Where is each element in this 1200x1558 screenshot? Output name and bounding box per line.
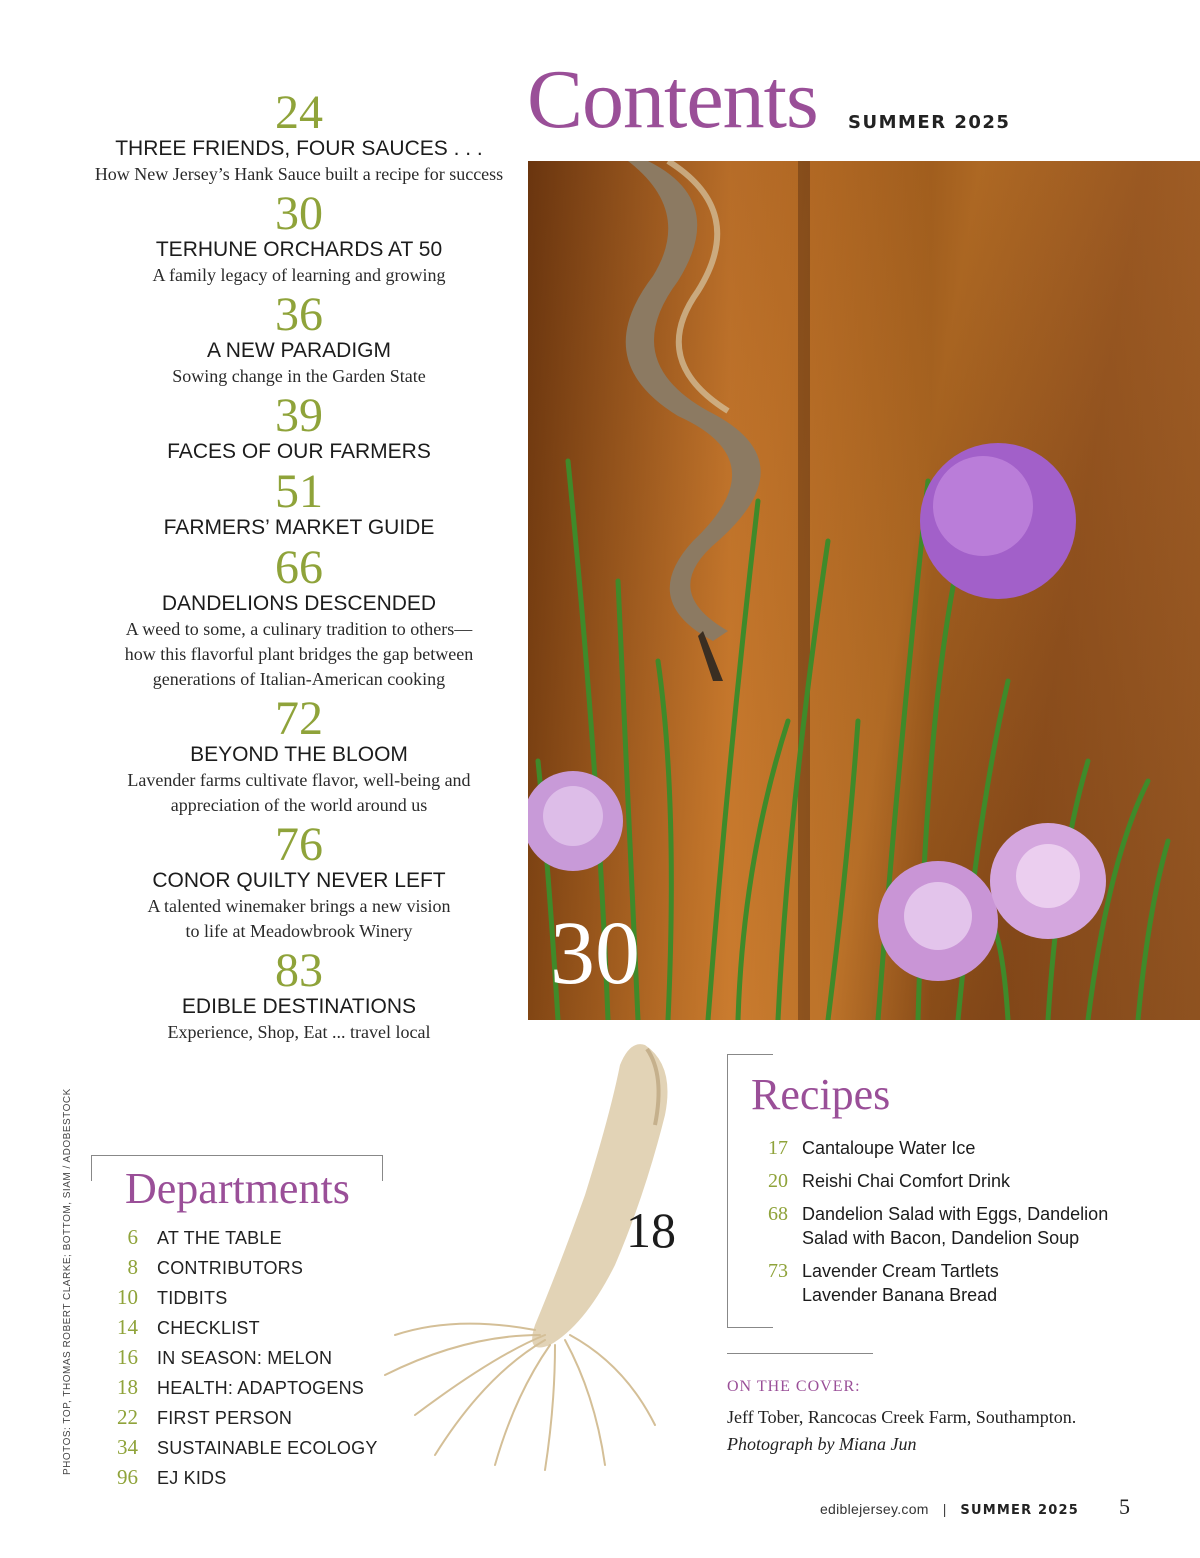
feature-description: Sowing change in the Garden State (172, 366, 426, 386)
department-page-number: 22 (117, 1405, 138, 1429)
department-page-number: 14 (117, 1315, 138, 1339)
footer-separator: | (942, 1501, 947, 1517)
footer-issue: SUMMER 2025 (960, 1503, 1079, 1518)
recipe-page-number: 17 (768, 1137, 788, 1159)
department-item[interactable] (100, 1225, 378, 1255)
department-item[interactable] (100, 1345, 378, 1375)
department-label: HEALTH: ADAPTOGENS (157, 1378, 364, 1398)
features-list (70, 86, 528, 1049)
feature-title: FARMERS’ MARKET GUIDE (163, 516, 435, 539)
feature-item[interactable] (70, 692, 528, 818)
hero-page-number: 30 (550, 904, 640, 1003)
feature-item[interactable] (70, 389, 528, 465)
footer-website[interactable]: ediblejersey.com (819, 1501, 929, 1517)
hero-photo-art (528, 161, 1200, 1020)
department-page-number: 34 (117, 1435, 138, 1459)
department-item[interactable] (100, 1255, 378, 1285)
cover-divider (727, 1353, 873, 1354)
recipe-name-line: Reishi Chai Comfort Drink (802, 1171, 1011, 1191)
recipes-list (752, 1136, 1172, 1316)
feature-page-number: 72 (275, 692, 323, 745)
issue-label: SUMMER 2025 (848, 112, 1011, 133)
recipe-name-line: Dandelion Salad with Eggs, Dandelion (802, 1204, 1109, 1224)
page-title: Contents (527, 53, 818, 146)
feature-description: A weed to some, a culinary tradition to others— how this flavorful plant bridges the gap between generations of Italian-American cooking (124, 619, 474, 689)
feature-description: Lavender farms cultivate flavor, well-being and appreciation of the world around us (127, 770, 471, 815)
cover-caption-text: Jeff Tober, Rancocas Creek Farm, Southampton. (727, 1407, 1077, 1427)
hero-photo (528, 161, 1200, 1020)
cover-photo-credit: Photograph by Miana Jun (727, 1434, 917, 1454)
department-label: CHECKLIST (157, 1318, 260, 1338)
department-label: SUSTAINABLE ECOLOGY (157, 1438, 378, 1458)
root-page-number: 18 (626, 1202, 676, 1258)
recipe-name-line: Lavender Cream Tartlets (802, 1261, 999, 1281)
feature-item[interactable] (70, 541, 528, 692)
feature-page-number: 24 (275, 86, 323, 139)
feature-description: Experience, Shop, Eat ... travel local (167, 1022, 431, 1042)
feature-page-number: 66 (275, 541, 323, 594)
feature-item[interactable] (70, 818, 528, 944)
recipes-title: Recipes (751, 1070, 891, 1119)
departments-list (100, 1225, 378, 1495)
recipe-item[interactable] (752, 1136, 1172, 1160)
department-page-number: 10 (117, 1285, 138, 1309)
recipe-item[interactable] (752, 1259, 1172, 1307)
page-number: 5 (1119, 1494, 1130, 1519)
photo-credit: PHOTOS: TOP, THOMAS ROBERT CLARKE; BOTTOM, SIAM / ADOBESTOCK (62, 1088, 73, 1475)
feature-title: CONOR QUILTY NEVER LEFT (152, 869, 446, 892)
cover-caption (727, 1404, 1177, 1458)
department-page-number: 8 (127, 1255, 138, 1279)
feature-item[interactable] (70, 288, 528, 389)
feature-title: TERHUNE ORCHARDS AT 50 (155, 238, 443, 261)
department-item[interactable] (100, 1375, 378, 1405)
feature-page-number: 36 (275, 288, 323, 341)
department-page-number: 18 (117, 1375, 138, 1399)
root-tendrils (385, 1324, 655, 1470)
department-item[interactable] (100, 1465, 378, 1495)
department-item[interactable] (100, 1285, 378, 1315)
recipe-page-number: 20 (768, 1170, 788, 1192)
department-label: CONTRIBUTORS (157, 1258, 304, 1278)
recipe-page-number: 68 (768, 1203, 788, 1225)
recipe-name (802, 1202, 1108, 1250)
feature-title: A NEW PARADIGM (207, 339, 391, 362)
feature-page-number: 83 (275, 944, 323, 997)
feature-title: BEYOND THE BLOOM (190, 743, 408, 766)
feature-page-number: 51 (275, 465, 323, 518)
feature-title: THREE FRIENDS, FOUR SAUCES . . . (115, 137, 483, 160)
department-item[interactable] (100, 1315, 378, 1345)
department-label: EJ KIDS (157, 1468, 227, 1488)
recipe-name (802, 1136, 975, 1160)
recipe-page-number: 73 (768, 1260, 788, 1282)
feature-item[interactable] (70, 944, 528, 1045)
recipe-name (802, 1169, 1010, 1193)
department-label: FIRST PERSON (157, 1408, 293, 1428)
department-item[interactable] (100, 1405, 378, 1435)
feature-page-number: 76 (275, 818, 323, 871)
recipe-name-line: Cantaloupe Water Ice (802, 1138, 976, 1158)
department-item[interactable] (100, 1435, 378, 1465)
feature-description: A family legacy of learning and growing (152, 265, 446, 285)
recipe-item[interactable] (752, 1169, 1172, 1193)
department-label: TIDBITS (157, 1288, 228, 1308)
department-page-number: 16 (117, 1345, 138, 1369)
cover-label: ON THE COVER: (727, 1378, 861, 1395)
department-page-number: 96 (117, 1465, 138, 1489)
feature-title: FACES OF OUR FARMERS (167, 440, 431, 463)
feature-page-number: 30 (275, 187, 323, 240)
feature-description: How New Jersey’s Hank Sauce built a recipe for success (94, 164, 504, 184)
feature-page-number: 39 (275, 389, 323, 442)
department-label: IN SEASON: MELON (157, 1348, 333, 1368)
feature-item[interactable] (70, 86, 528, 187)
feature-description: A talented winemaker brings a new vision to life at Meadowbrook Winery (147, 896, 451, 941)
departments-title: Departments (125, 1164, 350, 1213)
recipe-item[interactable] (752, 1202, 1172, 1250)
recipe-name-line: Salad with Bacon, Dandelion Soup (802, 1228, 1080, 1248)
feature-item[interactable] (70, 187, 528, 288)
recipe-name-line: Lavender Banana Bread (802, 1285, 998, 1305)
feature-item[interactable] (70, 465, 528, 541)
department-label: AT THE TABLE (157, 1228, 282, 1248)
feature-title: EDIBLE DESTINATIONS (181, 995, 417, 1018)
page-footer (820, 1494, 1130, 1520)
recipe-name (802, 1259, 999, 1307)
feature-title: DANDELIONS DESCENDED (161, 592, 437, 615)
department-page-number: 6 (127, 1225, 138, 1249)
